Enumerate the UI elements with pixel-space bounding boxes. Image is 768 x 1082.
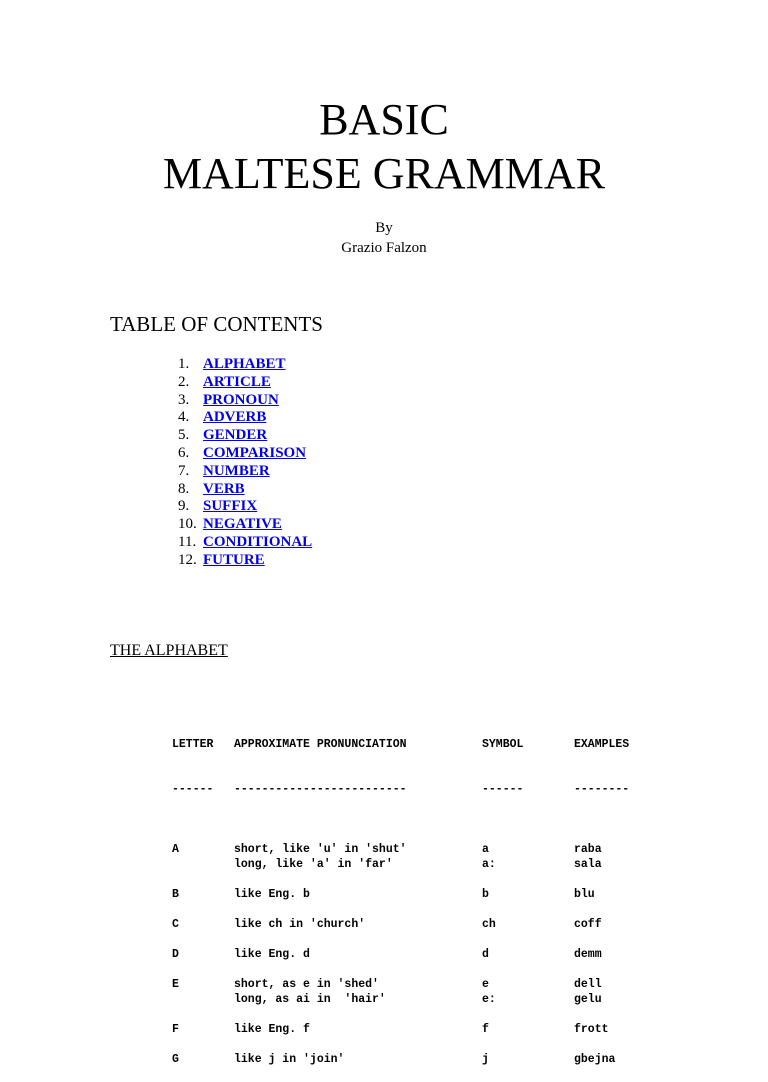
- table-row: [172, 1052, 732, 1067]
- table-row: [172, 1022, 732, 1037]
- toc-link-number[interactable]: NUMBER: [203, 462, 270, 479]
- table-row: [172, 947, 732, 962]
- pronunciation-cell: like Eng. b: [234, 888, 310, 901]
- underline-letter: ------: [172, 783, 214, 796]
- header-examples: EXAMPLES: [574, 738, 630, 751]
- toc-item-number: 1.: [178, 356, 190, 372]
- toc-item-conditional: [178, 534, 312, 552]
- toc-link-adverb[interactable]: ADVERB: [203, 409, 267, 426]
- toc-item-number: 2.: [178, 373, 190, 390]
- row-spacer: [172, 962, 732, 977]
- symbol-cell: e: [482, 978, 489, 991]
- byline-author: Grazio Falzon: [341, 240, 427, 256]
- toc-item-number: 5.: [178, 427, 190, 444]
- symbol-cell: ch: [482, 918, 496, 931]
- table-header-row: [172, 737, 732, 752]
- pronunciation-cell: long, like 'a' in 'far': [234, 858, 393, 871]
- example-cell: gbejna: [574, 1053, 616, 1066]
- alphabet-table: [172, 707, 732, 1082]
- toc-item-number: 7.: [178, 462, 190, 479]
- header-pronunciation: APPROXIMATE PRONUNCIATION: [234, 738, 407, 751]
- title-line-1: BASIC: [319, 95, 449, 144]
- toc-item-number: [178, 463, 312, 481]
- letter-cell: F: [172, 1023, 179, 1036]
- toc-item-alphabet: [178, 356, 312, 374]
- table-row: [172, 842, 732, 857]
- row-spacer: [172, 932, 732, 947]
- letter-cell: G: [172, 1053, 179, 1066]
- underline-pronunciation: -------------------------: [234, 783, 407, 796]
- toc-link-gender[interactable]: GENDER: [203, 427, 268, 444]
- pronunciation-cell: like j in 'join': [234, 1053, 345, 1066]
- toc-link-article[interactable]: ARTICLE: [203, 373, 271, 390]
- symbol-cell: f: [482, 1023, 489, 1036]
- letter-cell: C: [172, 918, 179, 931]
- toc-item-number: 12.: [178, 551, 197, 568]
- toc-heading: TABLE OF CONTENTS: [110, 312, 323, 336]
- pronunciation-cell: short, like 'u' in 'shut': [234, 843, 407, 856]
- toc-link-pronoun[interactable]: PRONOUN: [203, 391, 279, 408]
- table-of-contents: [178, 356, 312, 570]
- example-cell: raba: [574, 843, 602, 856]
- example-cell: dell: [574, 978, 602, 991]
- row-spacer: [172, 872, 732, 887]
- symbol-cell: j: [482, 1053, 489, 1066]
- symbol-cell: a:: [482, 858, 496, 871]
- toc-link-negative[interactable]: NEGATIVE: [203, 516, 282, 533]
- toc-item-article: [178, 374, 312, 392]
- toc-item-number: 6.: [178, 444, 190, 461]
- example-cell: blu: [574, 888, 595, 901]
- toc-link-alphabet[interactable]: ALPHABET: [203, 356, 286, 372]
- symbol-cell: e:: [482, 993, 496, 1006]
- row-spacer: [172, 902, 732, 917]
- toc-item-comparison: [178, 445, 312, 463]
- example-cell: frott: [574, 1023, 609, 1036]
- alphabet-heading: THE ALPHABET: [110, 642, 228, 659]
- example-cell: gelu: [574, 993, 602, 1006]
- table-underline-row: [172, 782, 732, 797]
- toc-item-number: 9.: [178, 498, 190, 515]
- letter-cell: E: [172, 978, 179, 991]
- title-line-2: MALTESE GRAMMAR: [162, 149, 606, 198]
- table-row: [172, 887, 732, 902]
- toc-item-number: 11.: [178, 533, 197, 550]
- toc-link-conditional[interactable]: CONDITIONAL: [203, 533, 313, 550]
- symbol-cell: b: [482, 888, 489, 901]
- toc-item-gender: [178, 427, 312, 445]
- table-row: [172, 992, 732, 1007]
- toc-item-adverb: [178, 409, 312, 427]
- letter-cell: B: [172, 888, 179, 901]
- table-row: [172, 917, 732, 932]
- toc-item-number: 4.: [178, 409, 190, 426]
- row-spacer: [172, 1037, 732, 1052]
- underline-examples: --------: [574, 783, 630, 796]
- table-body: [172, 827, 732, 1067]
- underline-symbol: ------: [482, 783, 524, 796]
- toc-item-future: [178, 552, 312, 570]
- pronunciation-cell: like ch in 'church': [234, 918, 366, 931]
- symbol-cell: a: [482, 843, 489, 856]
- letter-cell: A: [172, 843, 179, 856]
- table-row: [172, 977, 732, 992]
- pronunciation-cell: long, as ai in 'hair': [234, 993, 386, 1006]
- toc-link-future[interactable]: FUTURE: [203, 551, 265, 568]
- toc-item-verb: [178, 481, 312, 499]
- toc-link-comparison[interactable]: COMPARISON: [203, 444, 307, 461]
- table-row: [172, 857, 732, 872]
- header-symbol: SYMBOL: [482, 738, 524, 751]
- example-cell: demm: [574, 948, 602, 961]
- toc-item-suffix: [178, 498, 312, 516]
- toc-item-negative: [178, 516, 312, 534]
- pronunciation-cell: like Eng. d: [234, 948, 310, 961]
- toc-link-verb[interactable]: VERB: [203, 480, 245, 497]
- pronunciation-cell: short, as e in 'shed': [234, 978, 379, 991]
- toc-item-pronoun: [178, 392, 312, 410]
- pronunciation-cell: like Eng. f: [234, 1023, 310, 1036]
- row-spacer: [172, 1007, 732, 1022]
- row-spacer: [172, 827, 732, 842]
- header-letter: LETTER: [172, 738, 214, 751]
- symbol-cell: d: [482, 948, 489, 961]
- toc-item-number: 3.: [178, 391, 190, 408]
- toc-item-number: 10.: [178, 516, 197, 533]
- toc-item-number: 8.: [178, 480, 190, 497]
- toc-link-suffix[interactable]: SUFFIX: [203, 498, 258, 515]
- example-cell: coff: [574, 918, 602, 931]
- letter-cell: D: [172, 948, 179, 961]
- example-cell: sala: [574, 858, 602, 871]
- byline-by: By: [375, 220, 393, 236]
